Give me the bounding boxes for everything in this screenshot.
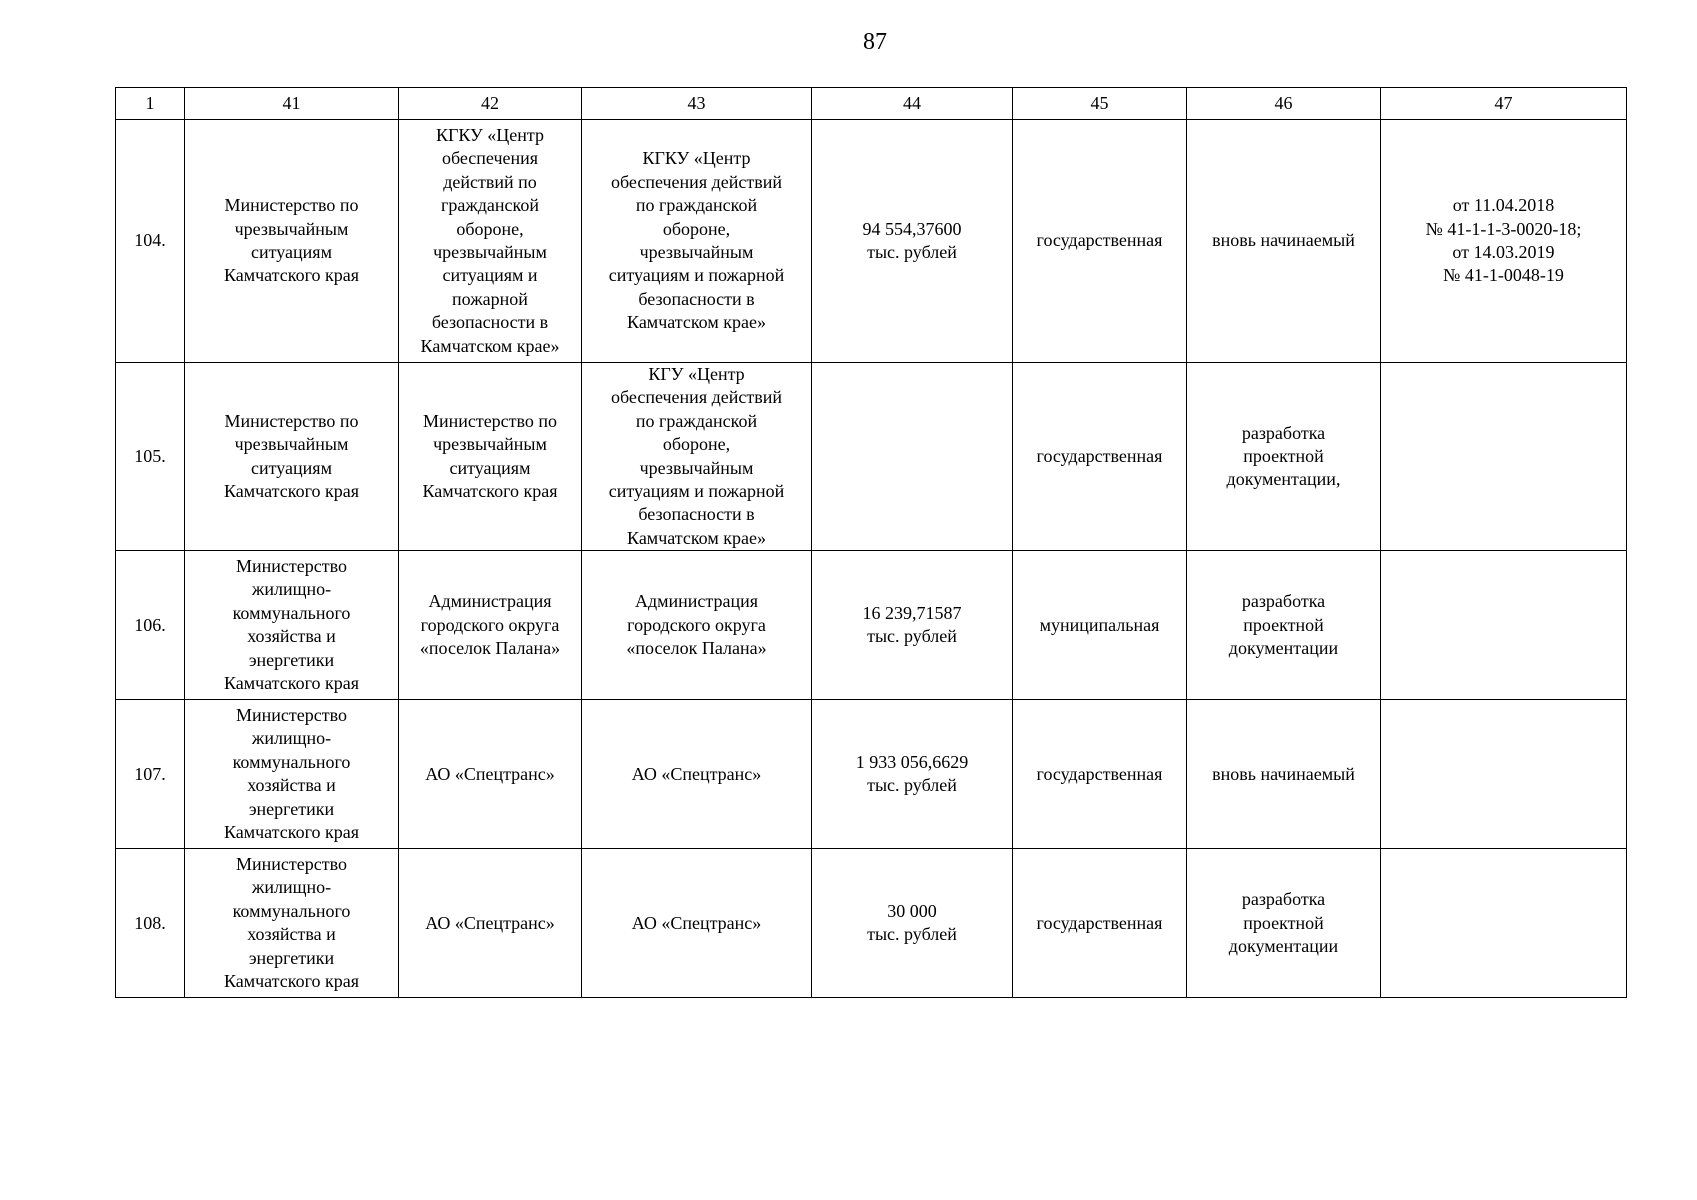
developer-cell	[399, 700, 582, 849]
cell-text-line: коммунального	[232, 751, 351, 772]
cell-text-line: АО «Спецтранс»	[425, 763, 555, 784]
cell-text-line: Камчатского края	[223, 481, 360, 502]
table-row	[116, 700, 1627, 849]
cell-text-line: безопасности в	[638, 504, 755, 525]
cell-text-line: государственная	[1036, 445, 1163, 466]
expertise-cell	[1381, 551, 1627, 700]
column-header: 46	[1187, 88, 1381, 120]
column-header: 42	[399, 88, 582, 120]
cell-text-line: по гражданской	[635, 410, 758, 431]
cell-text-line: ситуациям и	[442, 265, 538, 286]
cost-cell	[812, 551, 1013, 700]
cell-text-line: Камчатского края	[422, 481, 558, 502]
expertise-cell	[1381, 363, 1627, 551]
cell-text-line: проектной	[1243, 445, 1324, 466]
cell-text-line: Министерство по	[224, 195, 359, 216]
cell-text-line: городского округа	[627, 614, 766, 635]
cell-text-line: государственная	[1036, 912, 1163, 933]
developer-cell	[399, 849, 582, 998]
cell-text-line: жилищно-	[251, 877, 332, 898]
expertise-cell	[1381, 120, 1627, 363]
cell-text-line: тыс. рублей	[867, 775, 957, 796]
cell-text-line: «поселок Палана»	[419, 637, 561, 658]
cell-text-line: энергетики	[248, 798, 335, 819]
organization-cell	[582, 700, 812, 849]
cell-text-line: безопасности в	[431, 312, 549, 333]
customer-cell	[185, 120, 399, 363]
cell-text-line: Министерство по	[422, 410, 558, 431]
cell-text-line: ситуациям	[251, 242, 332, 262]
column-header: 45	[1013, 88, 1187, 120]
developer-cell	[399, 363, 582, 551]
cell-text-line: хозяйства и	[247, 924, 336, 945]
cell-text-line: чрезвычайным	[639, 457, 754, 478]
customer-cell	[185, 700, 399, 849]
cell-text-line: АО «Спецтранс»	[631, 912, 762, 933]
cell-text-line: от 14.03.2019	[1452, 242, 1555, 262]
cell-text-line: Министерство	[236, 705, 347, 726]
cell-text-line: № 41-1-1-3-0020-18;	[1425, 218, 1582, 239]
cell-text-line: государственная	[1036, 763, 1163, 784]
cell-text-line: № 41-1-0048-19	[1443, 265, 1564, 286]
cell-text-line: разработка	[1241, 889, 1326, 910]
row-number-cell: 105.	[116, 363, 185, 551]
cell-text-line: по гражданской	[635, 195, 758, 216]
developer-cell	[399, 551, 582, 700]
ownership-cell	[1013, 363, 1187, 551]
table-row	[116, 363, 1627, 551]
row-number-cell: 104.	[116, 120, 185, 363]
ownership-cell	[1013, 120, 1187, 363]
row-number-cell: 106.	[116, 551, 185, 700]
table-row	[116, 120, 1627, 363]
cell-text-line: КГКУ «Центр	[435, 124, 544, 145]
cell-text-line: ситуациям	[251, 457, 332, 478]
table-row	[116, 849, 1627, 998]
cell-text-line: безопасности в	[638, 288, 755, 309]
organization-cell	[582, 551, 812, 700]
developer-cell	[399, 120, 582, 363]
column-header: 47	[1381, 88, 1627, 120]
cell-text-line: чрезвычайным	[639, 242, 754, 262]
cell-text-line: разработка	[1241, 422, 1326, 443]
page-number: 87	[863, 29, 887, 55]
customer-cell	[185, 551, 399, 700]
cell-text-line: вновь начинаемый	[1212, 230, 1355, 251]
cell-text-line: коммунального	[232, 602, 351, 623]
cell-text-line: ситуациям и пожарной	[608, 265, 785, 286]
cell-text-line: ситуациям	[449, 457, 531, 478]
cell-text-line: тыс. рублей	[867, 626, 957, 647]
organization-cell	[582, 120, 812, 363]
cell-text-line: государственная	[1036, 230, 1163, 251]
cell-text-line: чрезвычайным	[234, 434, 349, 455]
cell-text-line: 30 000	[887, 900, 937, 921]
objects-table	[115, 87, 1627, 998]
table-header-row	[116, 88, 1627, 120]
cell-text-line: хозяйства и	[247, 775, 336, 796]
cell-text-line: вновь начинаемый	[1212, 763, 1355, 784]
cost-cell	[812, 120, 1013, 363]
cost-cell	[812, 849, 1013, 998]
cell-text-line: 94 554,37600	[862, 218, 962, 239]
column-header: 44	[812, 88, 1013, 120]
cell-text-line: Администрация	[428, 591, 552, 612]
cell-text-line: Камчатском крае»	[627, 527, 766, 548]
customer-cell	[185, 363, 399, 551]
cell-text-line: чрезвычайным	[433, 434, 547, 455]
cell-text-line: жилищно-	[251, 728, 332, 749]
cell-text-line: чрезвычайным	[433, 242, 547, 262]
column-header: 43	[582, 88, 812, 120]
customer-cell	[185, 849, 399, 998]
column-header: 1	[116, 88, 185, 120]
cell-text-line: городского округа	[420, 614, 560, 635]
cell-text-line: хозяйства и	[247, 626, 336, 647]
cell-text-line: Администрация	[634, 591, 759, 612]
cell-text-line: Министерство по	[224, 410, 359, 431]
stage-cell	[1187, 551, 1381, 700]
cell-text-line: Камчатского края	[223, 971, 360, 992]
cell-text-line: действий по	[443, 171, 537, 192]
cell-text-line: тыс. рублей	[867, 924, 957, 945]
expertise-cell	[1381, 849, 1627, 998]
cell-text-line: энергетики	[248, 649, 335, 670]
cell-text-line: Камчатского края	[223, 265, 360, 286]
cell-text-line: «поселок Палана»	[626, 637, 767, 658]
cell-text-line: жилищно-	[251, 579, 332, 600]
cell-text-line: обеспечения	[441, 148, 539, 169]
stage-cell	[1187, 120, 1381, 363]
cell-text-line: 1 933 056,6629	[855, 751, 969, 772]
cell-text-line: проектной	[1243, 614, 1324, 635]
cell-text-line: КГКУ «Центр	[642, 148, 751, 169]
expertise-cell	[1381, 700, 1627, 849]
table-row	[116, 551, 1627, 700]
stage-cell	[1187, 363, 1381, 551]
cell-text-line: документации	[1228, 637, 1339, 658]
cell-text-line: 16 239,71587	[862, 602, 962, 623]
cell-text-line: АО «Спецтранс»	[425, 912, 555, 933]
cell-text-line: муниципальная	[1039, 614, 1160, 635]
cell-text-line: тыс. рублей	[867, 242, 957, 262]
cell-text-line: обороне,	[662, 434, 731, 455]
cell-text-line: обеспечения действий	[610, 387, 782, 408]
cell-text-line: Камчатском крае»	[420, 335, 560, 356]
stage-cell	[1187, 700, 1381, 849]
cell-text-line: проектной	[1243, 912, 1324, 933]
cell-text-line: ситуациям и пожарной	[608, 481, 785, 502]
cell-text-line: коммунального	[232, 900, 351, 921]
ownership-cell	[1013, 551, 1187, 700]
cell-text-line: обеспечения действий	[610, 171, 782, 192]
cell-text-line: пожарной	[452, 288, 528, 309]
cell-text-line: Камчатского края	[223, 673, 360, 694]
cell-text-line: обороне,	[662, 218, 731, 239]
cell-text-line: документации,	[1226, 469, 1341, 490]
ownership-cell	[1013, 700, 1187, 849]
cell-text-line: документации	[1228, 935, 1339, 956]
cell-text-line: от 11.04.2018	[1452, 195, 1555, 216]
cell-text-line: Министерство	[236, 556, 347, 577]
cell-text-line: АО «Спецтранс»	[631, 763, 762, 784]
organization-cell	[582, 363, 812, 551]
cost-cell	[812, 700, 1013, 849]
organization-cell	[582, 849, 812, 998]
cell-text-line: КГУ «Центр	[648, 364, 745, 384]
cell-text-line: чрезвычайным	[234, 218, 349, 239]
cell-text-line: обороне,	[456, 218, 524, 239]
cell-text-line: Камчатском крае»	[627, 312, 766, 333]
row-number-cell: 108.	[116, 849, 185, 998]
cell-text-line: Камчатского края	[223, 822, 360, 843]
column-header: 41	[185, 88, 399, 120]
ownership-cell	[1013, 849, 1187, 998]
cell-text-line: разработка	[1241, 591, 1326, 612]
stage-cell	[1187, 849, 1381, 998]
cell-text-line: Министерство	[236, 854, 347, 875]
cost-cell	[812, 363, 1013, 551]
row-number-cell: 107.	[116, 700, 185, 849]
cell-text-line: гражданской	[440, 195, 540, 216]
cell-text-line: энергетики	[248, 947, 335, 968]
